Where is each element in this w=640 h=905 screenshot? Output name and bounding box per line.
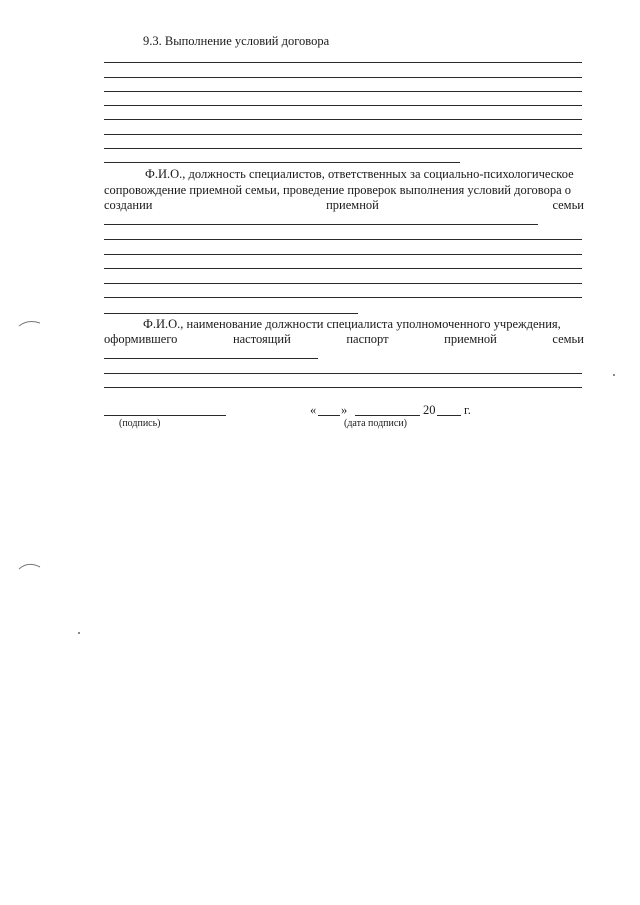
word: семьи [552,332,584,346]
blank-line [104,239,582,240]
blank-line [104,62,582,63]
scan-dot [78,632,80,634]
blank-line [104,358,318,359]
blank-line [104,134,582,135]
word: оформившего [104,332,178,346]
word: настоящий [232,332,291,346]
blank-line [104,77,582,78]
authorized-line-2 [104,331,584,347]
blank-line [104,283,582,284]
blank-line [104,254,582,255]
blank-line [104,91,582,92]
blank-line [104,148,582,149]
word: паспорт [346,332,389,346]
year-blank [437,415,461,416]
word: семьи [552,198,584,212]
scan-mark [18,318,42,328]
blank-line [104,224,538,225]
date-label: (дата подписи) [344,418,408,429]
blank-line [104,373,582,374]
specialists-line-2: сопровождение приемной семьи, проведение проверок выполнения условий договора о [104,183,572,197]
word: создании [104,198,153,212]
word: приемной [326,198,379,212]
blank-line [104,313,358,314]
blank-line [104,268,582,269]
blank-line [104,162,460,163]
scan-dot [613,374,615,376]
word: приемной [444,332,497,346]
month-blank [355,415,420,416]
day-blank [318,415,340,416]
blank-line [104,119,582,120]
year-prefix: 20 [423,403,436,417]
blank-line [104,387,582,388]
specialists-line-3 [104,197,584,213]
year-suffix: г. [464,403,471,417]
blank-line [104,297,582,298]
date-open-quote: « [310,403,317,417]
section-title: 9.3. Выполнение условий договора [143,34,330,48]
date-close-quote: » [341,403,348,417]
scan-mark [18,560,42,572]
signature-line [104,415,226,416]
specialists-line-1: Ф.И.О., должность специалистов, ответственных за социально-психологическое [145,167,574,181]
signature-label: (подпись) [119,418,161,429]
authorized-line-1: Ф.И.О., наименование должности специалиста уполномоченного учреждения, [143,317,561,331]
blank-line [104,105,582,106]
